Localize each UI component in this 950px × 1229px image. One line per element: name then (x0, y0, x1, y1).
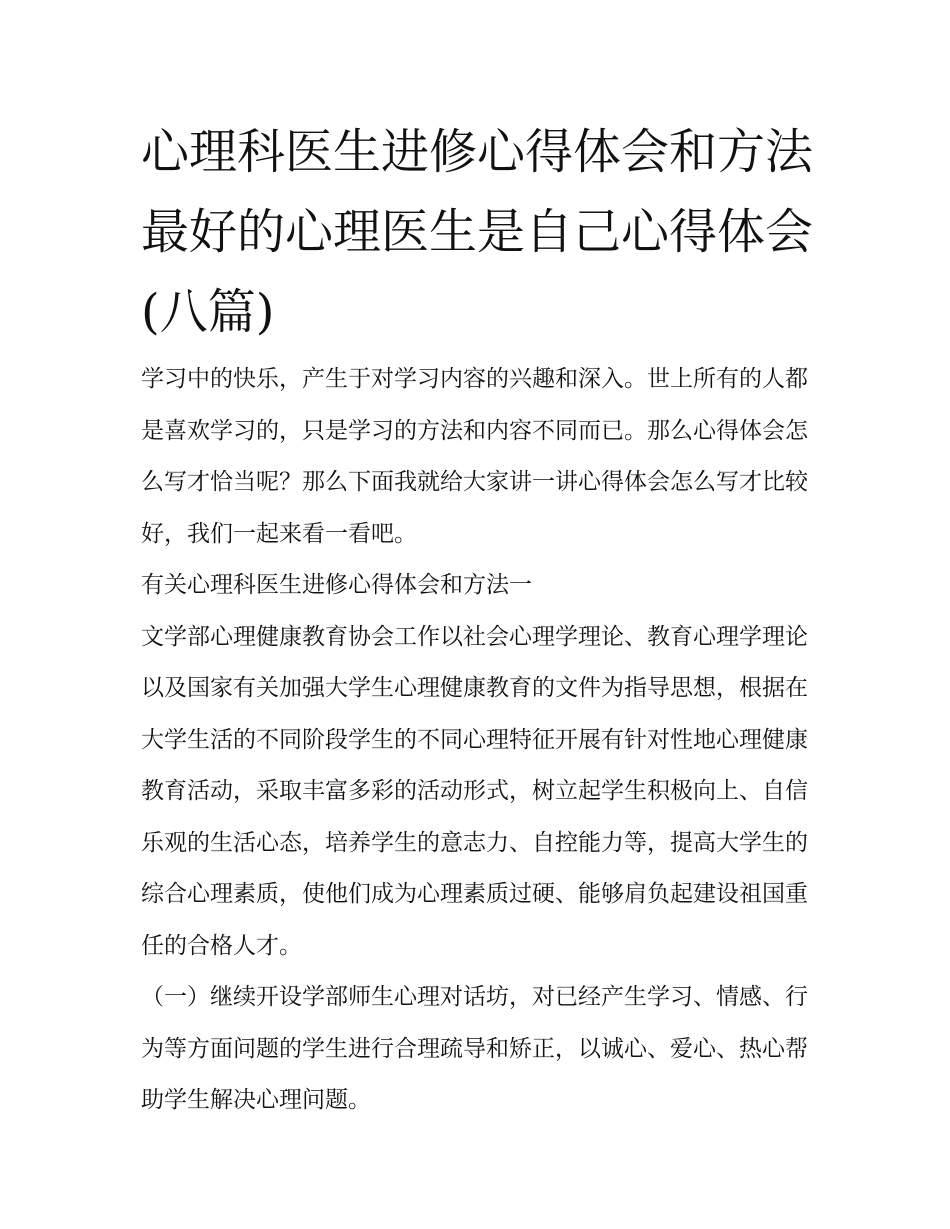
document-title: 心理科医生进修心得体会和方法 最好的心理医生是自己心得体会(八篇) (141, 124, 814, 340)
body-paragraph: 文学部心理健康教育协会工作以社会心理学理论、教育心理学理论以及国家有关加强大学生心理健康教育的文件为指导思想，根据在大学生活的不同阶段学生的不同心理特征开展有针对性地心理健康教育活动，采取丰富多彩的活动形式，树立起学生积极向上、自信乐观的生活心态，培养学生的意志力、自控能力等，提高大学生的综合心理素质，使他们成为心理素质过硬、能够肩负起建设祖国重任的合格人才。 (141, 623, 808, 959)
document-body (141, 354, 821, 1127)
intro-paragraph: 学习中的快乐，产生于对学习内容的兴趣和深入。世上所有的人都是喜欢学习的，只是学习的方法和内容不同而已。那么心得体会怎么写才恰当呢？那么下面我就给大家讲一讲心得体会怎么写才比较好，我们一起来看一看吧。 (141, 366, 808, 547)
section-heading: 有关心理科医生进修心得体会和方法一 (141, 572, 532, 598)
list-item-paragraph: （一）继续开设学部师生心理对话坊，对已经产生学习、情感、行为等方面问题的学生进行合理疏导和矫正，以诚心、爱心、热心帮助学生解决心理问题。 (141, 984, 808, 1113)
